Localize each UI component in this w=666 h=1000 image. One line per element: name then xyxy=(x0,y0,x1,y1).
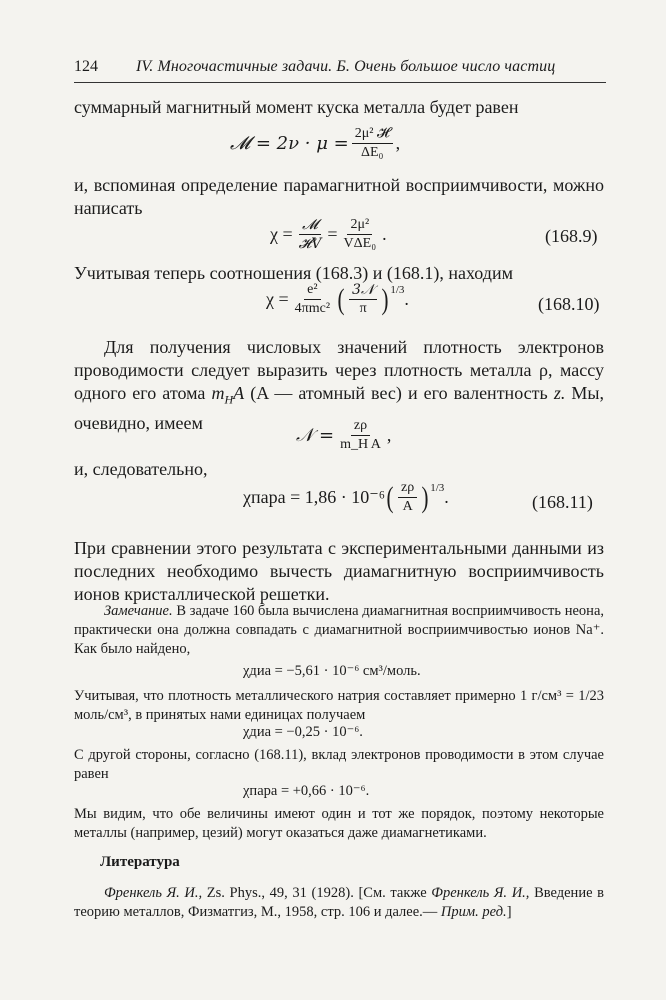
header-rule xyxy=(74,82,606,83)
literature-reference: Френкель Я. И., Zs. Phys., 49, 31 (1928). [См. также Френкель Я. И., Введение в теорию металлов, Физматгиз, М., 1958, стр. 106 и далее.— Прим. ред.] xyxy=(74,885,604,920)
equation-2-tag: (168.9) xyxy=(545,226,598,246)
paragraph-2: и, вспоминая определение парамагнитной восприимчивости, можно написать xyxy=(74,175,604,218)
equation-5: χпара = 1,86 · 10⁻⁶ ( $\frac{z\rho}{A}$ ) $^{1/3}$ . xyxy=(243,480,449,514)
remark-paragraph-2: Учитывая, что плотность металлического натрия составляет примерно 1 г/см³ = 1/23 моль/см³, в принятых нами единицах получаем xyxy=(74,688,604,723)
paragraph-5: и, следовательно, xyxy=(74,459,208,479)
paragraph-1: суммарный магнитный момент куска металла будет равен xyxy=(74,97,519,117)
paragraph-3: Учитывая теперь соотношения (168.3) и (168.1), находим xyxy=(74,263,513,283)
equation-2: χ = $\frac{\text{𝓜}}{\text{𝓗V}}$ = $\frac{\text{2μ²}}{\text{VΔE₀}}$ . xyxy=(270,217,387,252)
remark-equation-1: χдиа = −5,61 · 10⁻⁶ см³/моль. xyxy=(243,663,421,679)
equation-5-tag: (168.11) xyxy=(532,492,593,512)
literature-heading: Литература xyxy=(100,854,180,870)
remark-paragraph-3: С другой стороны, согласно (168.11), вклад электронов проводимости в этом случае равен xyxy=(74,747,604,782)
remark-equation-2: χдиа = −0,25 · 10⁻⁶. xyxy=(243,724,363,740)
running-title: IV. Многочастичные задачи. Б. Очень большое число частиц xyxy=(136,58,556,75)
remark-paragraph-4: Мы видим, что обе величины имеют один и тот же порядок, поэтому некоторые металлы (например, цезий) могут оказаться даже диамагнетиками. xyxy=(74,806,604,841)
equation-3-tag: (168.10) xyxy=(538,294,600,314)
paragraph-6: При сравнении этого результата с экспериментальными данными из последних необходимо вычесть диамагнитную восприимчивость ионов кристаллической решетки. xyxy=(74,538,604,604)
equation-3: χ = $\frac{\text{e²}}{\text{4πmc²}}$ ( $\frac{\text{3𝒩}}{\pi}$ ) $^{1/3}$ . xyxy=(266,282,409,316)
paragraph-4: Для получения числовых значений плотность электронов проводимости следует выразить через плотность металла ρ, массу одного его атома $m_HA$ (A — атомный вес) и его валентность z. Мы, очевидно, имеем xyxy=(74,337,605,433)
remark-intro: Замечание. В задаче 160 была вычислена диамагнитная восприимчивость неона, практически она должна совпадать с диамагнитной восприимчивостью ионов Na⁺. Как было найдено, xyxy=(74,603,604,657)
equation-1: 𝓜 = 2ν · μ = $\frac{\text{2μ² 𝓗}}{\text{ΔE₀}}$ , xyxy=(230,126,401,160)
page-number: 124 xyxy=(74,58,98,75)
remark-equation-3: χпара = +0,66 · 10⁻⁶. xyxy=(243,783,370,799)
equation-4: 𝒩 = $\frac{z\rho}{\text{m\_H A}}$ , xyxy=(296,418,392,452)
running-header xyxy=(74,58,606,76)
